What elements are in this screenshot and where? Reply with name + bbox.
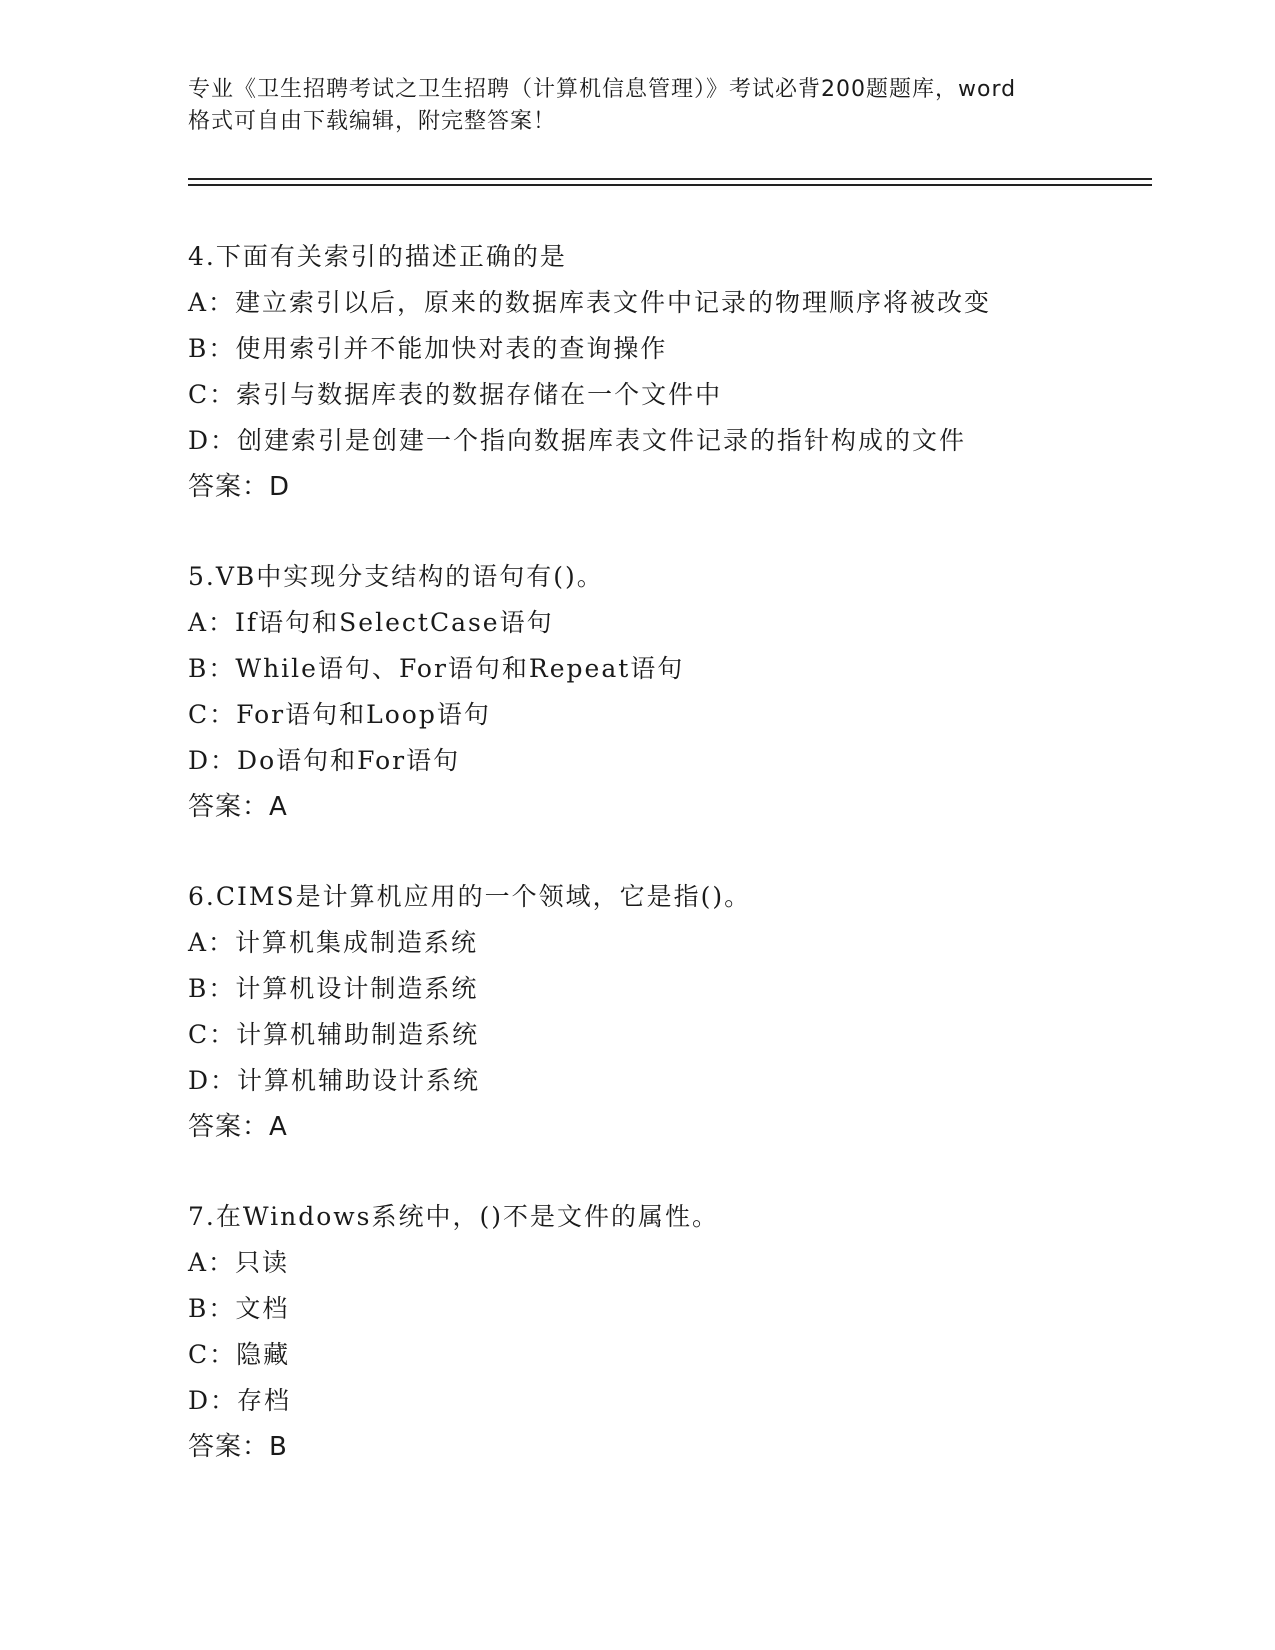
- option-a: A：If语句和SelectCase语句: [188, 608, 554, 637]
- option-c: C：隐藏: [188, 1340, 291, 1369]
- option-b: B：使用索引并不能加快对表的查询操作: [188, 334, 668, 363]
- option-c: C：For语句和Loop语句: [188, 700, 491, 729]
- question-4: [188, 234, 1148, 510]
- option-b: B：文档: [188, 1294, 290, 1323]
- document-header: [188, 74, 1088, 138]
- header-divider-top: [188, 178, 1152, 180]
- question-7: [188, 1194, 1148, 1470]
- option-b: B：计算机设计制造系统: [188, 974, 479, 1003]
- option-a: A：建立索引以后，原来的数据库表文件中记录的物理顺序将被改变: [188, 288, 992, 317]
- answer: 答案：A: [188, 792, 288, 822]
- option-c: C：索引与数据库表的数据存储在一个文件中: [188, 380, 723, 409]
- question-stem: 6.CIMS是计算机应用的一个领域，它是指()。: [188, 882, 752, 911]
- question-6: [188, 874, 1148, 1150]
- answer: 答案：B: [188, 1432, 288, 1462]
- question-stem: 7.在Windows系统中，()不是文件的属性。: [188, 1202, 719, 1231]
- header-divider-bottom: [188, 184, 1152, 186]
- header-title-line-1: 专业《卫生招聘考试之卫生招聘（计算机信息管理）》考试必背200题题库，word: [188, 77, 1017, 102]
- question-stem: 4.下面有关索引的描述正确的是: [188, 242, 567, 271]
- question-5: [188, 554, 1148, 830]
- answer: 答案：A: [188, 1112, 288, 1142]
- option-c: C：计算机辅助制造系统: [188, 1020, 480, 1049]
- option-a: A：只读: [188, 1248, 290, 1277]
- option-d: D：计算机辅助设计系统: [188, 1066, 481, 1095]
- question-stem: 5.VB中实现分支结构的语句有()。: [188, 562, 604, 591]
- option-d: D：存档: [188, 1386, 292, 1415]
- option-a: A：计算机集成制造系统: [188, 928, 479, 957]
- option-d: D：创建索引是创建一个指向数据库表文件记录的指针构成的文件: [188, 426, 967, 455]
- answer: 答案：D: [188, 472, 291, 502]
- option-b: B：While语句、For语句和Repeat语句: [188, 654, 685, 683]
- option-d: D：Do语句和For语句: [188, 746, 461, 775]
- header-title-line-2: 格式可自由下载编辑，附完整答案！: [188, 109, 557, 134]
